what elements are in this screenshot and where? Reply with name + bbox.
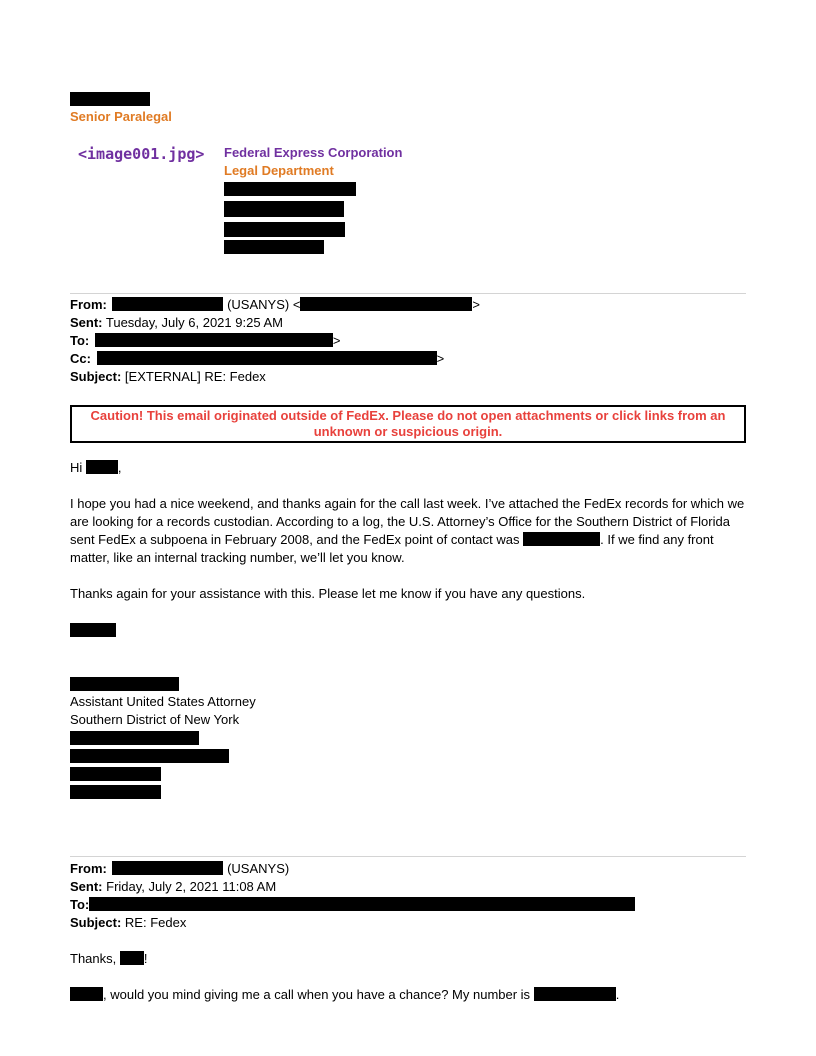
thanks-text: Thanks, — [70, 951, 117, 966]
from-org: (USANYS) — [227, 861, 290, 876]
redacted-recipient — [95, 333, 333, 347]
from-org: (USANYS) < — [227, 297, 301, 312]
subject-label: Subject: — [70, 915, 122, 930]
from-label: From: — [70, 861, 107, 876]
email1-paragraph-2: Thanks again for your assistance with this. Please let me know if you have any questions. — [70, 586, 586, 601]
redacted-sender-email — [300, 297, 472, 311]
thanks-end: ! — [143, 951, 148, 966]
redacted-sig-line-3 — [70, 767, 161, 781]
to-label: To: — [70, 897, 90, 912]
caution-line-2: unknown or suspicious origin. — [313, 424, 503, 439]
redacted-name — [70, 92, 150, 106]
subject-value: [EXTERNAL] RE: Fedex — [124, 369, 266, 384]
to-label: To: — [70, 333, 90, 348]
subject-label: Subject: — [70, 369, 122, 384]
email2-call-request — [70, 986, 619, 1004]
redacted-thanks-name — [120, 951, 144, 965]
paragraph-1-text-a: I hope you had a nice weekend, and thanks again for the call last week. I’ve attached the FedEx records for which we are looking for a records custodian. According to a log, the U.S. Attorney’s Office for the Southern District of Florida sent FedEx a subpoena in February 2008, and the FedEx point of contact was — [70, 496, 745, 547]
greeting-end: , — [117, 460, 122, 475]
to-close: > — [332, 333, 341, 348]
email1-greeting — [70, 459, 122, 477]
signature-title: Senior Paralegal — [70, 109, 172, 124]
sig-office: Southern District of New York — [70, 712, 240, 727]
email2-to — [70, 896, 635, 914]
redacted-sender — [112, 297, 223, 311]
sent-value: Tuesday, July 6, 2021 9:25 AM — [105, 315, 283, 330]
email1-cc — [70, 350, 444, 368]
email2-thanks — [70, 950, 148, 968]
from-label: From: — [70, 297, 107, 312]
sig-title: Assistant United States Attorney — [70, 694, 256, 709]
subject-value: RE: Fedex — [124, 915, 187, 930]
redacted-phone — [534, 987, 616, 1001]
caution-banner — [70, 405, 746, 443]
divider — [70, 856, 746, 857]
email1-sent — [70, 314, 283, 332]
redacted-address-1 — [224, 182, 356, 196]
call-text: , would you mind giving me a call when you have a chance? My number is — [103, 987, 531, 1002]
divider — [70, 293, 746, 294]
redacted-address-3 — [224, 222, 345, 237]
email2-subject — [70, 914, 186, 932]
redacted-sig-line-1 — [70, 731, 199, 745]
redacted-contact — [523, 532, 600, 546]
cc-label: Cc: — [70, 351, 91, 366]
email1-paragraph-1 — [70, 495, 750, 567]
sent-label: Sent: — [70, 315, 103, 330]
image-placeholder: <image001.jpg> — [78, 145, 205, 163]
email1-from — [70, 296, 480, 314]
redacted-sender — [112, 861, 223, 875]
redacted-sender-fullname — [70, 677, 179, 691]
email1-to — [70, 332, 340, 350]
email2-sent — [70, 878, 276, 896]
redacted-address-2 — [224, 201, 344, 217]
sent-value: Friday, July 2, 2021 11:08 AM — [106, 879, 277, 894]
redacted-sig-line-4 — [70, 785, 161, 799]
greeting-text: Hi — [70, 460, 83, 475]
sent-label: Sent: — [70, 879, 103, 894]
redacted-greeting-name — [86, 460, 118, 474]
department-name: Legal Department — [224, 163, 334, 178]
caution-line-1: Caution! This email originated outside of FedEx. Please do not open attachments or click links from an — [90, 408, 726, 423]
paragraph-1-text-b: . If we find any front matter, like an internal tracking number, we’ll let you know. — [70, 532, 714, 565]
redacted-addressee — [70, 987, 103, 1001]
from-close: > — [472, 297, 481, 312]
email2-from — [70, 860, 289, 878]
redacted-recipients — [89, 897, 635, 911]
redacted-sender-firstname — [70, 623, 116, 637]
company-name: Federal Express Corporation — [224, 145, 403, 160]
cc-close: > — [436, 351, 445, 366]
redacted-address-4 — [224, 240, 324, 254]
redacted-sig-line-2 — [70, 749, 229, 763]
email1-subject — [70, 368, 266, 386]
redacted-cc — [97, 351, 437, 365]
call-end: . — [615, 987, 620, 1002]
